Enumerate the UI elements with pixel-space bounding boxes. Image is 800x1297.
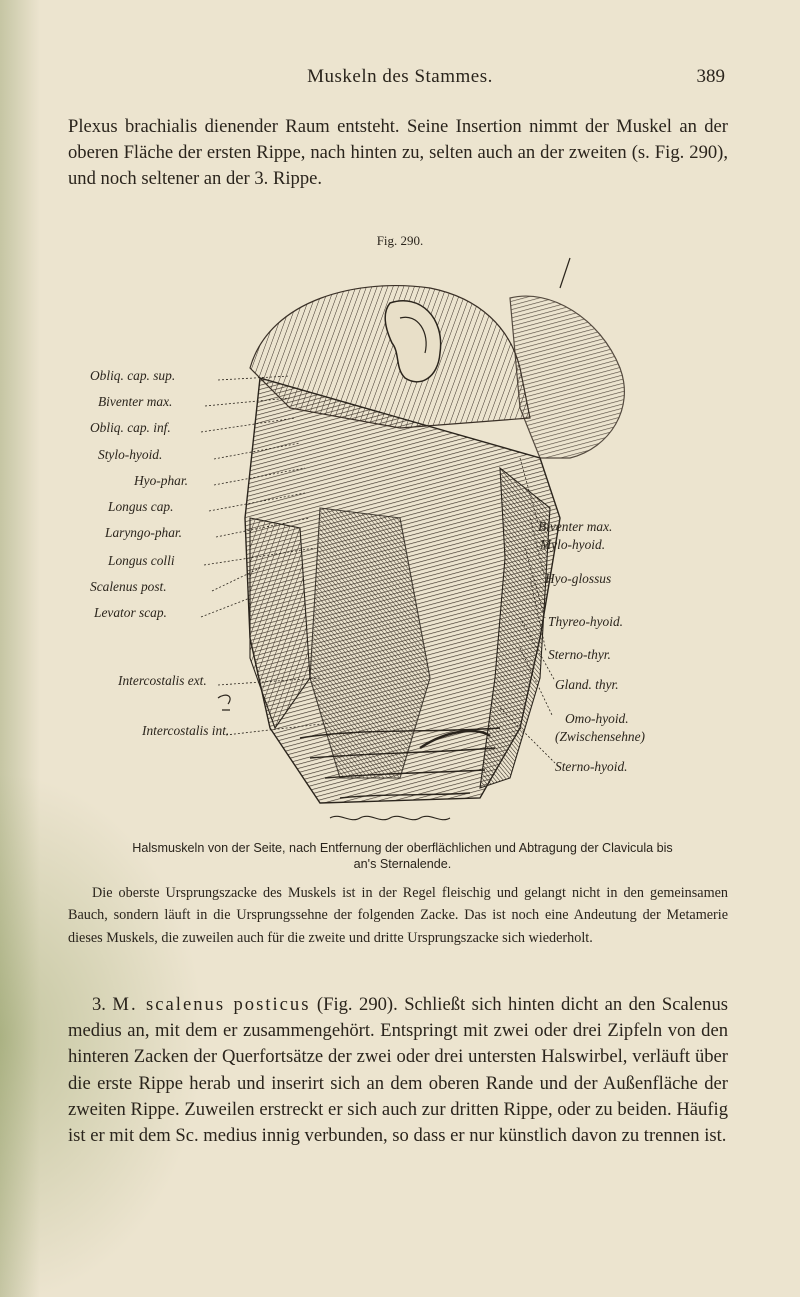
label-mylo-hyoid: Mylo-hyoid. — [540, 537, 606, 552]
label-longus-colli: Longus colli — [108, 553, 175, 568]
label-omo-hyoid: Omo-hyoid. — [565, 711, 629, 726]
page-number: 389 — [696, 66, 725, 87]
section-body: (Fig. 290). Schließt sich hinten dicht an den Scalenus medius an, mit dem er zusammengehört. Entspringt mit zwei oder drei Zipfeln von den hinteren Zacken der Querfortsätze der zwei oder drei untersten Halswirbel, verläuft über die erste Rippe herab und inserirt sich an dem oberen Rande und der Außenfläche der zweiten Rippe. Zuweilen erstreckt er sich auch zur dritten Rippe, oder zu beiden. Häufig ist er mit dem Sc. medius innig verbunden, so dass er nur künstlich davon zu trennen ist. — [68, 994, 729, 1147]
label-hyo-phar: Hyo-phar. — [134, 473, 188, 488]
label-intercostalis-ext: Intercostalis ext. — [118, 673, 207, 688]
label-obliq-sup: Obliq. cap. sup. — [90, 368, 176, 383]
figure-caption: Halsmuskeln von der Seite, nach Entfernung der oberflächlichen und Abtragung der Clavicula bis an's Sternalende. — [132, 841, 673, 871]
anatomical-figure — [90, 258, 700, 823]
running-title: Muskeln des Stammes. — [307, 66, 493, 87]
label-gland-thyr: Gland. thyr. — [555, 677, 619, 692]
label-biventer-max-right: Biventer max. — [538, 519, 613, 534]
label-thyreo-hyoid: Thyreo-hyoid. — [548, 614, 623, 629]
label-sterno-hyoid: Sterno-hyoid. — [555, 759, 628, 774]
label-levator-scap: Levator scap. — [94, 605, 167, 620]
figure-label: Fig. 290. — [376, 233, 424, 248]
label-scalenus-post: Scalenus post. — [90, 579, 167, 594]
label-intercostalis-int: Intercostalis int. — [142, 723, 230, 738]
intro-paragraph: Plexus brachialis dienender Raum entsteht. Seine Insertion nimmt der Muskel an der oberen Fläche der ersten Rippe, nach hinten zu, selten auch an der zweiten (s. Fig. 290), und noch seltener an der 3. Rippe. — [68, 116, 728, 189]
neck-muscles-illustration — [90, 258, 700, 823]
label-obliq-inf: Obliq. cap. inf. — [90, 420, 171, 435]
section-paragraph — [68, 992, 728, 1149]
label-zwischensehne: (Zwischensehne) — [555, 729, 645, 744]
small-paragraph: Die oberste Ursprungszacke des Muskels ist in der Regel fleischig und gelangt nicht in den gemeinsamen Bauch, sondern läuft in die Ursprungssehne der folgenden Zacke. Das ist noch eine Andeutung der Metamerie dieses Muskels, die zuweilen auch für die zweite und dritte Ursprungszacke sich wiederholt. — [68, 885, 728, 946]
label-sterno-thyr: Sterno-thyr. — [548, 647, 611, 662]
jaw-shape — [510, 296, 624, 458]
section-heading: M. scalenus posticus — [112, 994, 311, 1015]
running-header — [0, 66, 800, 94]
label-biventer-max-left: Biventer max. — [98, 394, 173, 409]
label-laryngo-phar: Laryngo-phar. — [105, 525, 183, 540]
label-stylo-hyoid: Stylo-hyoid. — [98, 447, 163, 462]
label-longus-cap: Longus cap. — [108, 499, 174, 514]
section-number: 3. — [92, 994, 106, 1015]
label-hyo-glossus: Hyo-glossus — [545, 571, 612, 586]
